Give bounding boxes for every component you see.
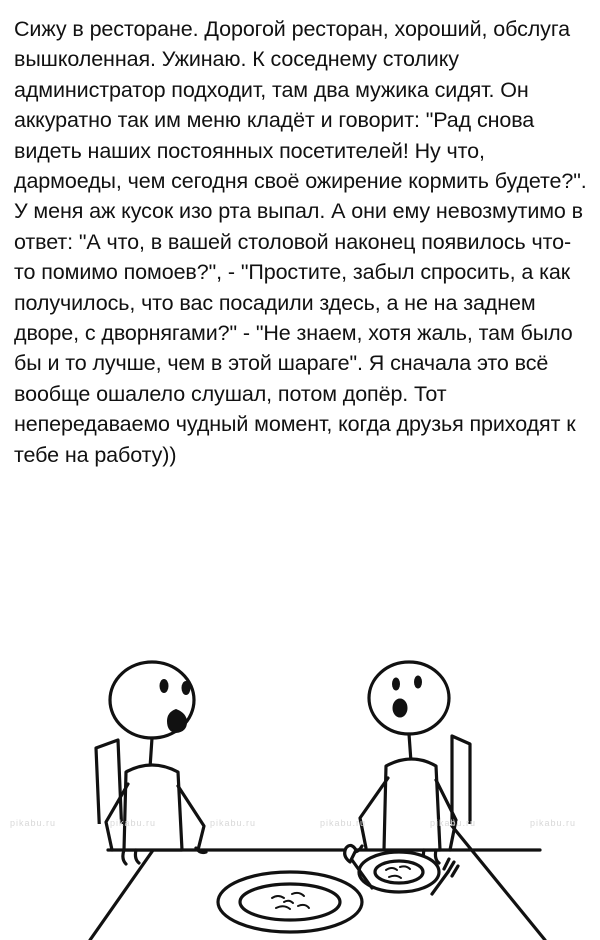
story-body-text: Сижу в ресторане. Дорогой ресторан, хороший, обслуга вышколенная. Ужинаю. К соседнему столику администратор подходит, там два мужика сидят. Он аккуратно так им меню кладёт и говорит: "Рад снова видеть наших постоянных посетителей! Ну что, дармоеды, чем сегодня своё ожирение кормить будете?". У меня аж кусок изо рта выпал. А они ему невозмутимо в ответ: "А что, в вашей столовой наконец появилось что-то помимо помоев?", - "Простите, забыл спросить, а как получилось, что вас посадили здесь, а не на заднем дворе, с дворнягами?" - "Не знаем, хотя жаль, там было бы и то лучше, чем в этой шараге". Я сначала это всё вообще ошалело слушал, потом допёр. Тот непередаваемо чудный момент, когда друзья приходят к тебе на работу)) (14, 17, 593, 467)
watermark: pikabu.ru (10, 818, 57, 828)
watermark: pikabu.ru (530, 818, 577, 828)
watermark: pikabu.ru (210, 818, 257, 828)
watermark: pikabu.ru (430, 818, 477, 828)
watermark: pikabu.ru (110, 818, 157, 828)
oval-plate-with-food (218, 872, 362, 932)
illustration-drawing (0, 636, 600, 940)
illustration (0, 636, 600, 940)
watermark: pikabu.ru (320, 818, 367, 828)
